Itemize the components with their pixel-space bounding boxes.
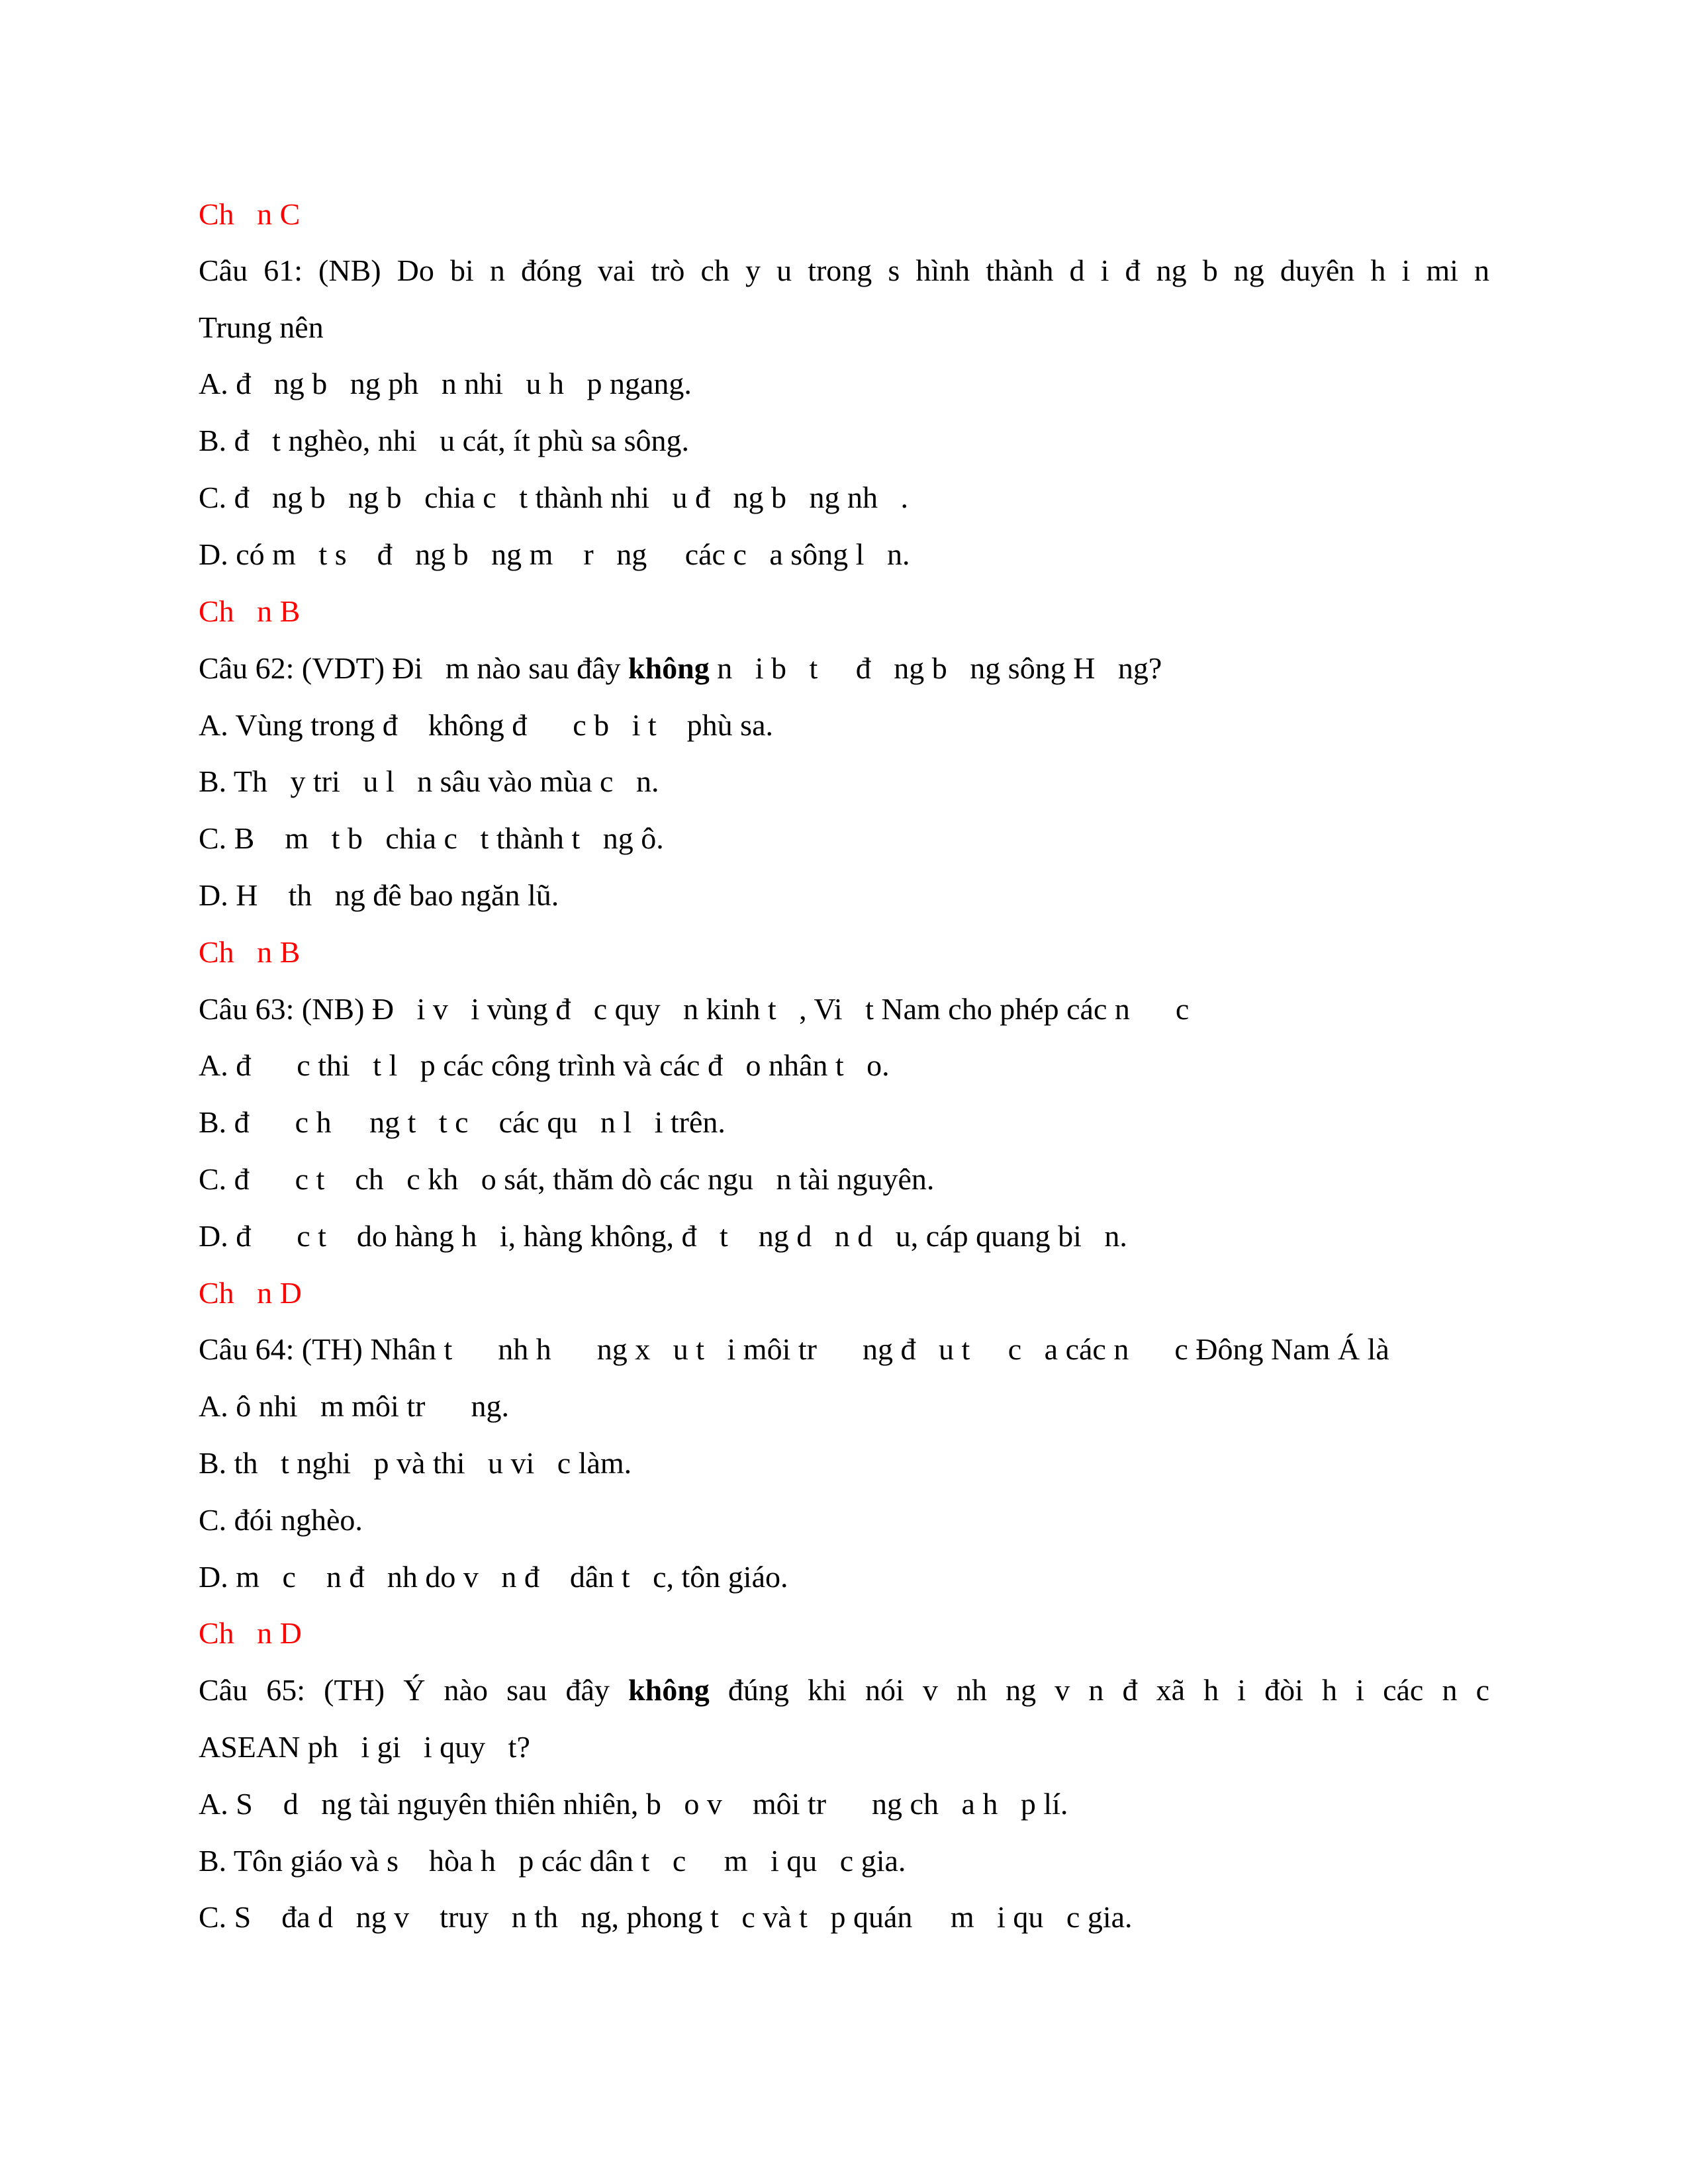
answer-line: Ch n D [199, 1276, 302, 1310]
option-line: A. ô nhi m môi tr ng. [199, 1389, 509, 1423]
option-line: B. th t nghi p và thi u vi c làm. [199, 1446, 632, 1480]
answer-line: Ch n B [199, 594, 301, 628]
question-text: n i b t đ ng b ng sông H ng? [709, 651, 1162, 685]
option-line: A. Vùng trong đ không đ c b i t phù sa. [199, 708, 774, 742]
option-line: C. đ ng b ng b chia c t thành nhi u đ ng b ng nh . [199, 480, 908, 514]
option-line: C. đ c t ch c kh o sát, thăm dò các ngu n tài nguyên. [199, 1162, 935, 1196]
option-line: B. đ t nghèo, nhi u cát, ít phù sa sông. [199, 424, 690, 457]
option-line: D. đ c t do hàng h i, hàng không, đ t ng d n d u, cáp quang bi n. [199, 1219, 1127, 1253]
question-text: đúng khi nói v nh ng v n đ xã h i đòi h i các n c [709, 1673, 1489, 1707]
option-line: C. S đa d ng v truy n th ng, phong t c và t p quán m i qu c gia. [199, 1900, 1133, 1934]
option-line: C. đói nghèo. [199, 1503, 363, 1537]
option-line: A. đ ng b ng ph n nhi u h p ngang. [199, 367, 692, 400]
option-line: D. H th ng đê bao ngăn lũ. [199, 878, 559, 912]
option-line: C. B m t b chia c t thành t ng ô. [199, 821, 664, 855]
question-emphasis: không [628, 651, 710, 685]
answer-line: Ch n D [199, 1616, 302, 1650]
question-text: Câu 65: (TH) Ý nào sau đây [199, 1673, 629, 1707]
text-line: Trung nên [199, 310, 324, 344]
question-line [199, 1672, 1489, 1709]
question-line: Câu 63: (NB) Đ i v i vùng đ c quy n kinh t , Vi t Nam cho phép các n c [199, 992, 1190, 1026]
option-line: A. S d ng tài nguyên thiên nhiên, b o v môi tr ng ch a h p lí. [199, 1787, 1068, 1821]
option-line: D. m c n đ nh do v n đ dân t c, tôn giáo. [199, 1560, 788, 1594]
question-line: Câu 61: (NB) Do bi n đóng vai trò ch y u trong s hình thành d i đ ng b ng duyên h i mi n [199, 253, 1489, 287]
question-text: Câu 62: (VDT) Đi m nào sau đây [199, 651, 628, 685]
option-line: B. đ c h ng t t c các qu n l i trên. [199, 1105, 726, 1139]
text-line: ASEAN ph i gi i quy t? [199, 1730, 530, 1764]
answer-line: Ch n C [199, 197, 301, 231]
question-emphasis: không [628, 1673, 710, 1707]
question-line: Câu 64: (TH) Nhân t nh h ng x u t i môi tr ng đ u t c a các n c Đông Nam Á là [199, 1332, 1389, 1366]
option-line: B. Tôn giáo và s hòa h p các dân t c m i qu c gia. [199, 1844, 906, 1878]
option-line: A. đ c thi t l p các công trình và các đ o nhân t o. [199, 1048, 890, 1082]
answer-line: Ch n B [199, 935, 301, 969]
option-line: D. có m t s đ ng b ng m r ng các c a sông l n. [199, 537, 910, 571]
option-line: B. Th y tri u l n sâu vào mùa c n. [199, 764, 659, 798]
question-line [199, 650, 1162, 687]
